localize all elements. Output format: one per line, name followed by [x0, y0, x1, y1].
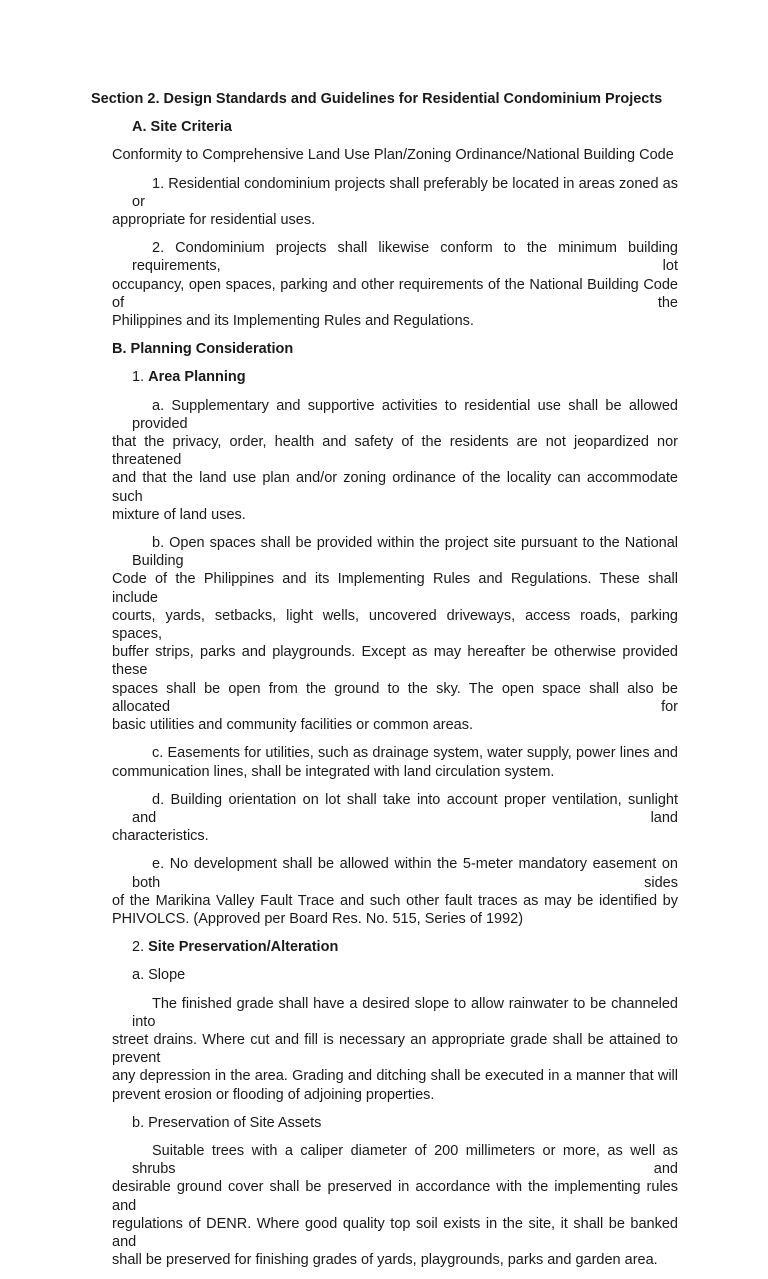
subheading-number: 1. [132, 369, 149, 386]
paragraph-line: buffer strips, parks and playgrounds. Except as may hereafter be otherwise provided these [112, 644, 678, 679]
subheading-slope: a. Slope [132, 967, 186, 984]
subheading-site-assets: b. Preservation of Site Assets [132, 1114, 322, 1131]
paragraph-line: appropriate for residential uses. [112, 212, 316, 229]
paragraph-line: communication lines, shall be integrated with land circulation system. [112, 763, 555, 780]
paragraph-line: 1. Residential condominium projects shall preferably be located in areas zoned as or [132, 175, 678, 210]
paragraph-line: mixture of land uses. [112, 506, 246, 523]
paragraph-line: The finished grade shall have a desired slope to allow rainwater to be channeled into [132, 995, 678, 1030]
paragraph-1 [112, 175, 678, 230]
paragraph-c [112, 744, 678, 780]
paragraph-line: b. Open spaces shall be provided within the project site pursuant to the National Building [132, 535, 678, 570]
paragraph-line: a. Supplementary and supportive activities to residential use shall be allowed provided [132, 397, 678, 432]
paragraph-line: e. No development shall be allowed within the 5-meter mandatory easement on both sides [132, 856, 678, 891]
paragraph-line: occupancy, open spaces, parking and other requirements of the National Building Code of the [112, 276, 678, 311]
heading-site-criteria: A. Site Criteria [132, 119, 232, 136]
paragraph-line: and that the land use plan and/or zoning ordinance of the locality can accommodate such [112, 470, 678, 505]
paragraph-line: c. Easements for utilities, such as drainage system, water supply, power lines and [152, 745, 678, 762]
section-title: Section 2. Design Standards and Guidelines for Residential Condominium Projects [91, 91, 663, 107]
subheading-area-planning [112, 368, 678, 386]
paragraph-line: of the Marikina Valley Fault Trace and such other fault traces as may be identified by [112, 892, 678, 909]
paragraph-line: that the privacy, order, health and safety of the residents are not jeopardized nor threatened [112, 434, 678, 469]
paragraph-a [112, 397, 678, 524]
subheading-label: Site Preservation/Alteration [148, 939, 339, 956]
subheading-site-preservation [112, 938, 678, 956]
paragraph-e [112, 855, 678, 928]
paragraph-line: d. Building orientation on lot shall take into account proper ventilation, sunlight and land [132, 791, 678, 826]
paragraph-line: shall be preserved for finishing grades of yards, playgrounds, parks and garden area. [112, 1252, 658, 1269]
subheading-number: 2. [132, 939, 149, 956]
paragraph-slope [112, 995, 678, 1104]
paragraph-line: regulations of DENR. Where good quality top soil exists in the site, it shall be banked and [112, 1215, 678, 1250]
paragraph-line: prevent erosion or flooding of adjoining properties. [112, 1086, 435, 1103]
paragraph-line: spaces shall be open from the ground to the sky. The open space shall also be allocated for [112, 680, 678, 715]
paragraph-line: Suitable trees with a caliper diameter of 200 millimeters or more, as well as shrubs and [132, 1142, 678, 1178]
paragraph-line: 2. Condominium projects shall likewise conform to the minimum building requirements, lot [132, 240, 678, 275]
paragraph-line: PHIVOLCS. (Approved per Board Res. No. 515, Series of 1992) [112, 910, 524, 927]
conformity-subheading: Conformity to Comprehensive Land Use Plan/Zoning Ordinance/National Building Code [112, 147, 674, 164]
paragraph-line: basic utilities and community facilities or common areas. [112, 717, 474, 734]
paragraph-d [112, 791, 678, 846]
document-page [91, 90, 678, 1279]
paragraph-line: Code of the Philippines and its Implementing Rules and Regulations. These shall include [112, 571, 678, 606]
subheading-label: Area Planning [148, 369, 246, 386]
heading-planning-consideration: B. Planning Consideration [112, 341, 294, 358]
paragraph-b [112, 534, 678, 734]
paragraph-line: desirable ground cover shall be preserved in accordance with the implementing rules and [112, 1179, 678, 1214]
paragraph-line: street drains. Where cut and fill is necessary an appropriate grade shall be attained to prevent [112, 1031, 678, 1067]
paragraph-2 [112, 239, 678, 330]
paragraph-line: courts, yards, setbacks, light wells, uncovered driveways, access roads, parking spaces, [112, 607, 678, 643]
paragraph-line: Philippines and its Implementing Rules and Regulations. [112, 313, 474, 330]
paragraph-site-assets [112, 1142, 678, 1269]
paragraph-line: any depression in the area. Grading and ditching shall be executed in a manner that will [112, 1068, 678, 1085]
paragraph-line: characteristics. [112, 828, 209, 845]
